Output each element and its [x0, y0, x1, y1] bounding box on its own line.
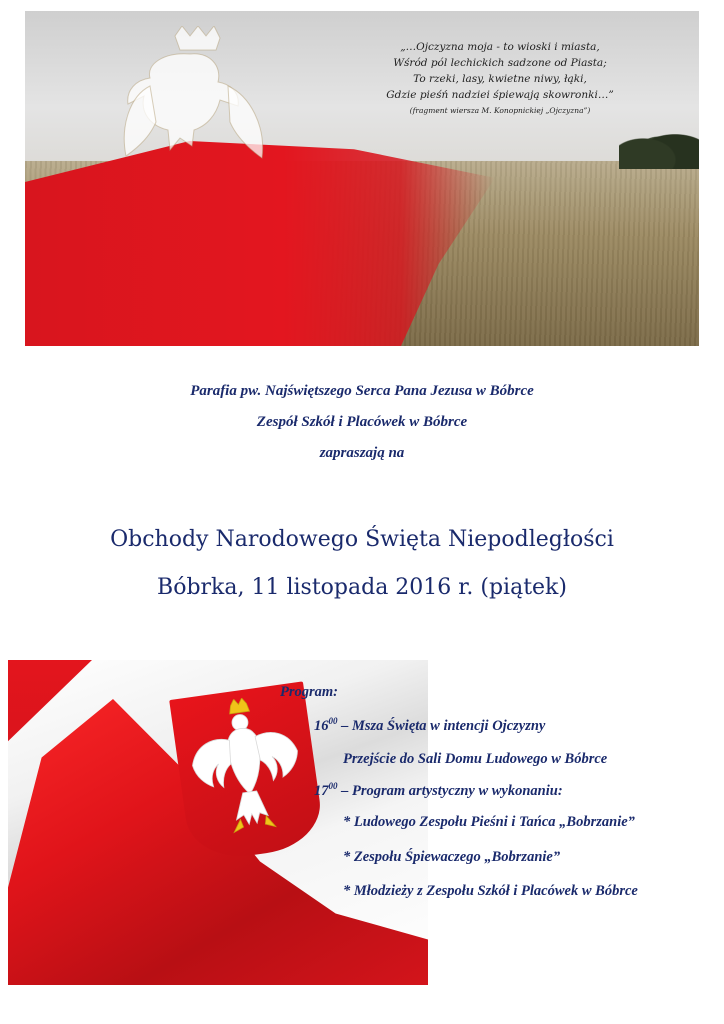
invitation-block	[0, 376, 724, 469]
program-item-transfer: Przejście do Sali Domu Ludowego w Bóbrce	[343, 751, 608, 767]
event-date: Bóbrka, 11 listopada 2016 r. (piątek)	[157, 575, 567, 600]
program-item-mass-minutes: 00	[328, 716, 338, 726]
poem-line: To rzeki, lasy, kwietne niwy, łąki,	[413, 73, 587, 85]
invitation-invites: zapraszają na	[319, 445, 405, 461]
performer-item: * Młodzieży z Zespołu Szkół i Placówek w Bóbrce	[343, 883, 638, 899]
program-item-mass-hour: 16	[314, 718, 329, 734]
poem-quote	[365, 39, 635, 117]
program-heading: Program:	[280, 684, 338, 700]
banner-eagle-icon	[120, 26, 270, 186]
program-item-mass	[314, 717, 545, 735]
poem-line: Wśród pól lechickich sadzone od Piasta;	[393, 57, 607, 69]
program-item-mass-text: – Msza Święta w intencji Ojczyzny	[337, 718, 546, 734]
header-banner-image	[25, 11, 699, 346]
invitation-parish: Parafia pw. Najświętszego Serca Pana Jezusa w Bóbrce	[190, 383, 534, 399]
poem-source: (fragment wiersza M. Konopnickiej „Ojczyzna”)	[409, 106, 591, 115]
white-eagle-icon	[180, 691, 313, 846]
banner-trees	[619, 123, 699, 169]
performer-item: * Ludowego Zespołu Pieśni i Tańca „Bobrzanie”	[343, 814, 635, 830]
poem-line: Gdzie pieśń nadziei śpiewają skowronki…”	[386, 89, 614, 101]
poem-line: „…Ojczyzna moja - to wioski i miasta,	[400, 41, 600, 53]
program-item-artistic-minutes: 00	[328, 781, 338, 791]
program-item-artistic	[314, 782, 563, 800]
invitation-school: Zespół Szkół i Placówek w Bóbrce	[256, 414, 468, 430]
program-item-artistic-hour: 17	[314, 783, 329, 799]
performer-item: * Zespołu Śpiewaczego „Bobrzanie”	[343, 849, 561, 865]
program-item-artistic-text: – Program artystyczny w wykonaniu:	[337, 783, 563, 799]
coat-of-arms-shield	[169, 681, 326, 863]
event-title: Obchody Narodowego Święta Niepodległości	[110, 527, 614, 552]
